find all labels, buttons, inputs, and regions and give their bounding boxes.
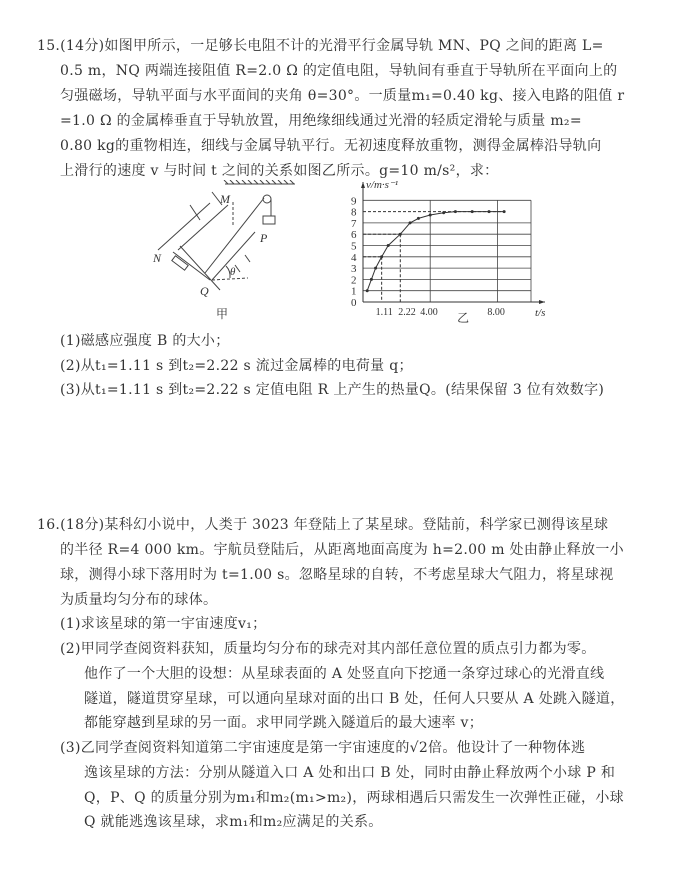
q15-sub-3: (3)从t₁=1.11 s 到t₂=2.22 s 定值电阻 R 上产生的热量Q。(结果保留 3 位有效数字): [60, 382, 605, 398]
x-axis-label: t/s: [535, 307, 546, 319]
data-point: [409, 221, 412, 224]
q16-sub-2: (2)甲同学查阅资料获知，质量均匀分布的球壳对其内部任意位置的质点引力都为零。: [60, 641, 596, 657]
data-point: [429, 213, 432, 216]
q15-sub-1: (1)磁感应强度 B 的大小；: [60, 333, 230, 349]
weight-block: [263, 216, 275, 224]
data-point: [387, 244, 390, 247]
q15-line: 匀强磁场，导轨平面与水平面间的夹角 θ=30°。一质量m₁=0.40 kg、接入电路的阻值 r: [60, 88, 625, 104]
q15-line: 15.(14分)如图甲所示，一足够长电阻不计的光滑平行金属导轨 MN、PQ 之间的距离 L=: [37, 38, 604, 54]
velocity-curve: [367, 212, 504, 291]
data-point: [370, 278, 373, 281]
label-N: N: [153, 251, 162, 265]
y-tick-label: 6: [351, 229, 357, 242]
data-point: [454, 210, 457, 213]
y-tick-label: 2: [351, 274, 357, 287]
label-P: P: [260, 231, 268, 245]
q16-line: 为质量均匀分布的球体。: [60, 592, 218, 608]
y-tick-label: 1: [351, 285, 357, 298]
x-axis-arrow-icon: [539, 300, 545, 304]
x-tick-label: 4.00: [420, 307, 438, 318]
q15-line: 上滑行的速度 v 与时间 t 之间的关系如图乙所示。g=10 m/s²，求：: [60, 163, 499, 179]
q16-line: Q，P、Q 的质量分别为m₁和m₂(m₁>m₂)，两球相遇后只需发生一次弹性正碰，小球: [84, 790, 624, 806]
data-point: [417, 217, 420, 220]
q16-line: 他作了一个大胆的设想：从星球表面的 A 处竖直向下挖通一条穿过球心的光滑直线: [84, 666, 605, 682]
velocity-time-chart: [340, 178, 580, 328]
q16-line: 都能穿越到星球的另一面。求甲同学跳入隧道后的最大速率 v；: [84, 715, 484, 731]
q15-line: 0.80 kg的重物相连，细线与金属导轨平行。无初速度释放重物，测得金属棒沿导轨向: [60, 138, 602, 154]
y-tick-label: 0: [351, 297, 357, 309]
y-tick-label: 9: [351, 195, 357, 208]
q16-line: 球，测得小球下落用时为 t=1.00 s。忽略星球的自转，不考虑星球大气阻力，将星球视: [60, 567, 614, 583]
label-theta: θ: [230, 266, 236, 278]
data-point: [374, 267, 377, 270]
y-axis-label: v/m·s⁻¹: [366, 179, 399, 191]
q16-line: Q 就能逃逸该星球，求m₁和m₂应满足的关系。: [84, 814, 383, 830]
label-M: M: [220, 192, 230, 206]
data-point: [471, 210, 474, 213]
y-tick-label: 7: [351, 217, 357, 230]
data-point: [366, 289, 369, 292]
string: [205, 198, 264, 273]
figure-caption: 甲: [216, 307, 229, 321]
data-point: [488, 210, 491, 213]
q16-line: 逸该星球的方法：分别从隧道入口 A 处和出口 B 处，同时由静止释放两个小球 P 和: [84, 765, 616, 781]
q16-sub-3: (3)乙同学查阅资料知道第二宇宙速度是第一宇宙速度的√2倍。他设计了一种物体逃: [60, 740, 586, 756]
label-Q: Q: [200, 284, 209, 298]
y-tick-label: 5: [351, 240, 357, 253]
pulley-icon: [263, 195, 271, 203]
data-point: [503, 210, 506, 213]
figure-caption: 乙: [457, 311, 470, 325]
data-point: [380, 255, 383, 258]
data-point: [399, 233, 402, 236]
q16-sub-1: (1)求该星球的第一宇宙速度v₁；: [60, 616, 267, 632]
q16-line: 隧道，隧道贯穿星球，可以通向星球对面的出口 B 处，任何人只要从 A 处跳入隧道，: [84, 691, 625, 707]
data-point: [442, 211, 445, 214]
y-axis-arrow-icon: [361, 182, 365, 188]
y-tick-label: 4: [351, 251, 357, 264]
resistor: [172, 256, 188, 270]
figure-jia-incline-rails: [150, 180, 310, 325]
q16-line: 的半径 R=4 000 km。宇航员登陆后，从距离地面高度为 h=2.00 m 处由静止释放一小: [60, 542, 624, 558]
q16-line: 16.(18分)某科幻小说中，人类于 3023 年登陆上了某星球。登陆前，科学家已测得该星球: [37, 517, 609, 533]
y-tick-label: 3: [351, 263, 357, 276]
x-tick-label: 2.22: [398, 307, 416, 318]
q15-line: =1.0 Ω 的金属棒垂直于导轨放置，用绝缘细线通过光滑的轻质定滑轮与质量 m₂=: [60, 113, 582, 129]
q15-sub-2: (2)从t₁=1.11 s 到t₂=2.22 s 流过金属棒的电荷量 q；: [60, 358, 413, 374]
q15-line: 0.5 m，NQ 两端连接阻值 R=2.0 Ω 的定值电阻，导轨间有垂直于导轨所在平面向上的: [60, 63, 618, 79]
y-tick-label: 8: [351, 206, 357, 219]
x-tick-label: 1.11: [375, 307, 393, 318]
x-tick-label: 8.00: [487, 307, 505, 318]
